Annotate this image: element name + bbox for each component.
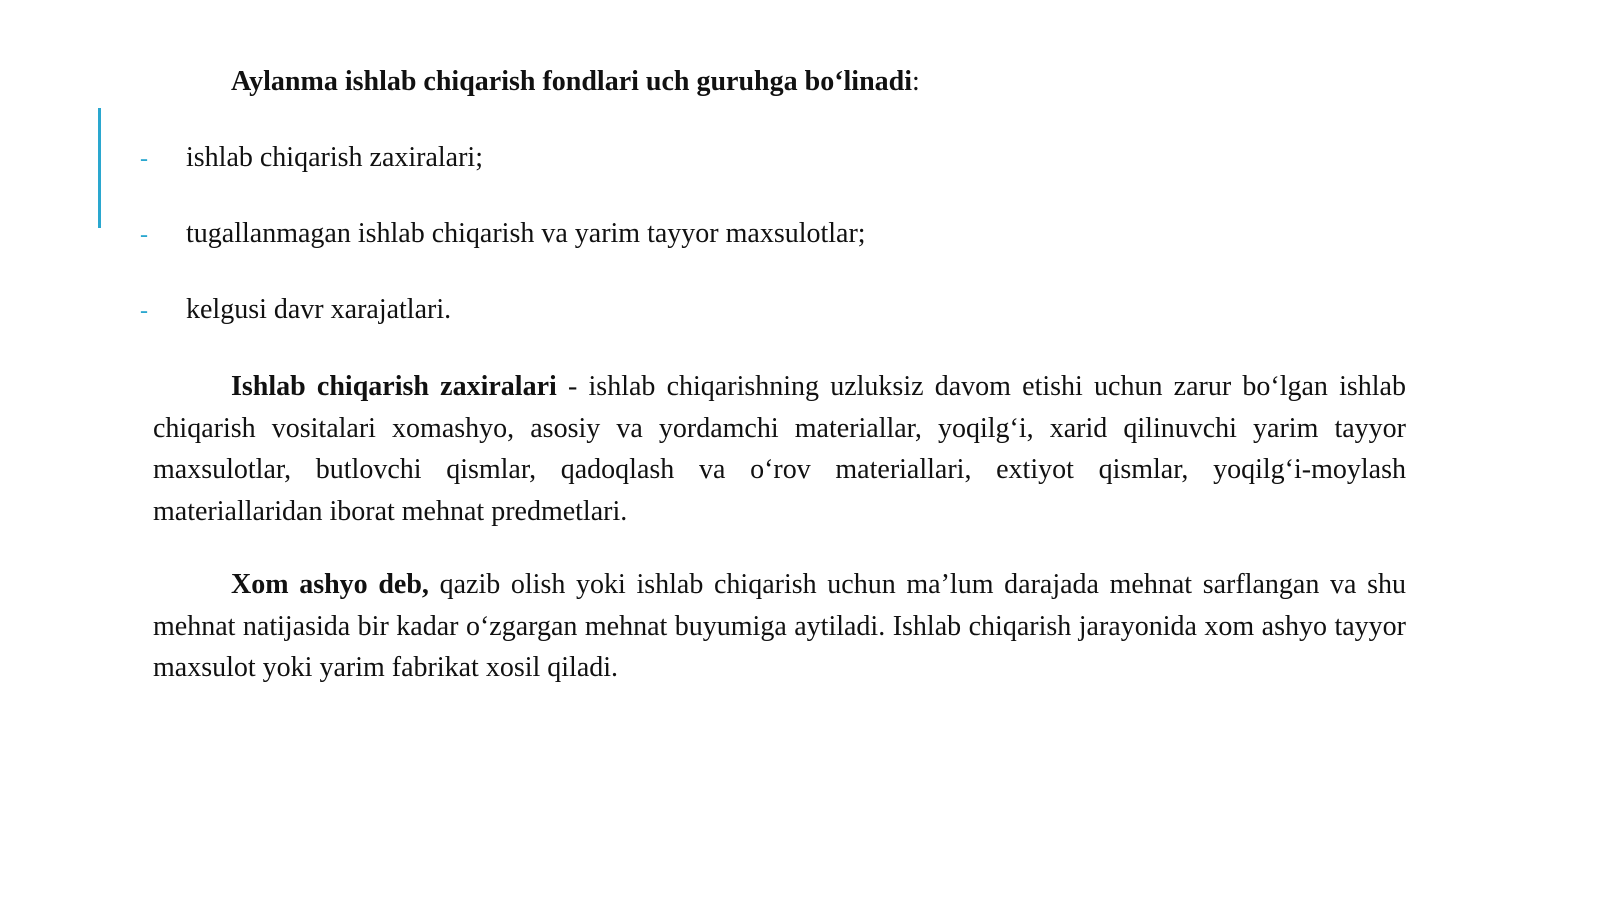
- bullet-dash-icon: -: [140, 222, 148, 248]
- bullet-item-3: [140, 288, 451, 333]
- paragraph-xom-ashyo: [153, 564, 1406, 689]
- paragraph-term: Xom ashyo deb,: [231, 569, 429, 600]
- heading-colon: :: [912, 66, 920, 97]
- slide-heading: [231, 60, 920, 104]
- bullet-text: kelgusi davr xarajatlari.: [186, 294, 452, 325]
- paragraph-body: - ishlab chiqarishning uzluksiz davom etishi uchun zarur bo‘lgan ishlab chiqarish vositalari xomashyo, asosiy va yordamchi materiallar, yoqilg‘i, xarid qilinuvchi yarim tayyor maxsulotlar, butlovchi qismlar, qadoqlash va o‘rov materiallari, extiyot qismlar, yoqilg‘i-moylash materiallaridan iborat mehnat predmetlari.: [153, 371, 1406, 527]
- bullet-item-2: [140, 212, 866, 257]
- bullet-text: ishlab chiqarish zaxiralari;: [186, 142, 483, 173]
- paragraph-term: Ishlab chiqarish zaxiralari: [231, 371, 557, 402]
- bullet-dash-icon: -: [140, 298, 148, 324]
- bullet-item-1: [140, 136, 483, 181]
- heading-bold-text: Aylanma ishlab chiqarish fondlari uch guruhga bo‘linadi: [231, 66, 912, 97]
- bullet-dash-icon: -: [140, 146, 148, 172]
- accent-bar: [98, 108, 101, 228]
- bullet-text: tugallanmagan ishlab chiqarish va yarim tayyor maxsulotlar;: [186, 218, 866, 249]
- paragraph-ishlab-chiqarish-zaxiralari: [153, 366, 1406, 532]
- paragraph-body: qazib olish yoki ishlab chiqarish uchun ma’lum darajada mehnat sarflangan va shu mehnat natijasida bir kadar o‘zgargan mehnat buyumiga aytiladi. Ishlab chiqarish jarayonida xom ashyo tayyor maxsulot yoki yarim fabrikat xosil qiladi.: [153, 569, 1406, 683]
